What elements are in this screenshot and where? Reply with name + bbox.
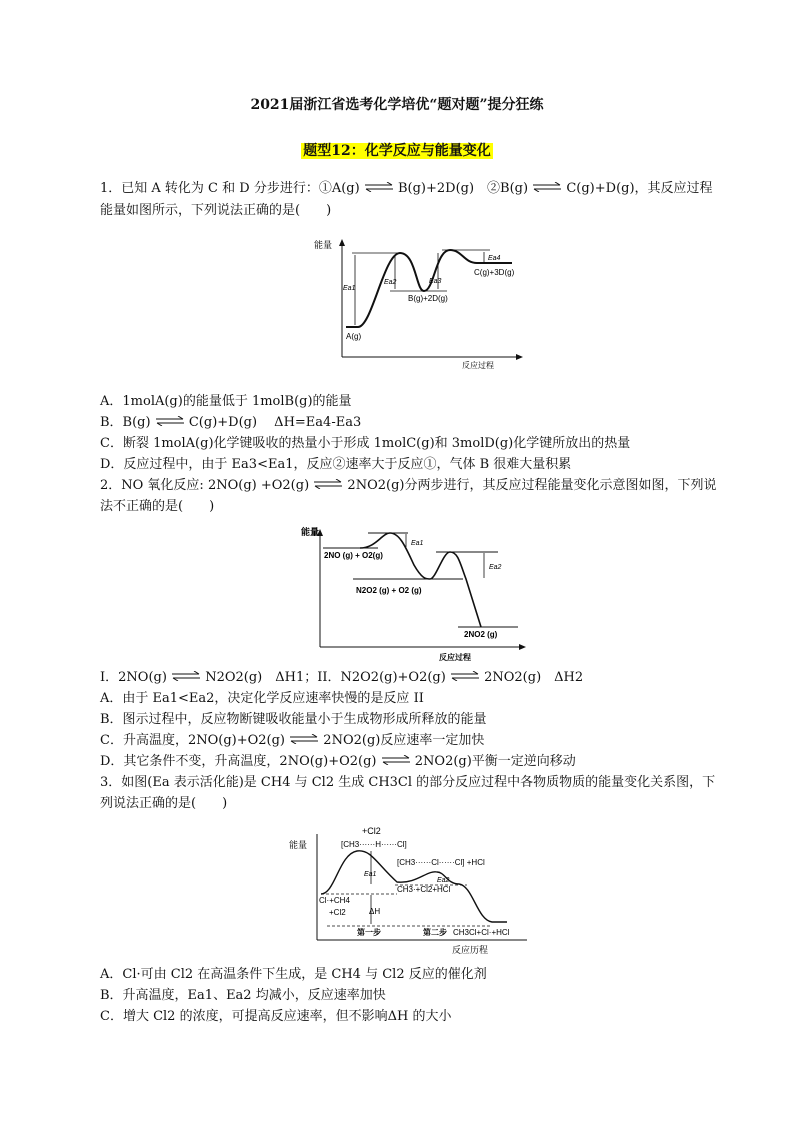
- step1-label: 第一步: [357, 928, 381, 937]
- ea1-label: Ea1: [343, 285, 356, 292]
- q2-rxn-part: N2O2(g) ΔH1；II．N2O2(g)+O2(g): [205, 670, 446, 685]
- species-c-label: C(g)+3D(g): [474, 268, 515, 277]
- y-axis-label: 能量: [314, 240, 333, 250]
- transition-state-1: [CH3······H······Cl]: [341, 840, 407, 849]
- end-label: CH3Cl+Cl·+HCl: [453, 928, 510, 937]
- x-axis-label: 反应历程: [452, 945, 489, 955]
- q3-stem-line1: 3．如图(Ea 表示活化能)是 CH4 与 Cl2 生成 CH3Cl 的部分反应过程中各物质物质的能量变化关系图，下: [100, 775, 716, 790]
- q2-stem-line1: [100, 477, 716, 495]
- ea2-label: Ea2: [437, 877, 450, 884]
- q2-option-b[interactable]: B．图示过程中，反应物断键吸收能量小于生成物形成所释放的能量: [100, 712, 487, 727]
- q1-option-b-part: B．B(g): [100, 415, 151, 430]
- q1-option-d[interactable]: D．反应过程中，由于 Ea3<Ea1，反应②速率大于反应①，气体 B 很难大量积累: [100, 457, 572, 472]
- q3-option-c[interactable]: C．增大 Cl2 的浓度，可提高反应速率，但不影响ΔH 的大小: [100, 1009, 452, 1024]
- ea1-label: Ea1: [364, 871, 377, 878]
- x-axis-arrow: [519, 644, 526, 650]
- q2-option-d-part: D．其它条件不变，升高温度，2NO(g)+O2(g): [100, 754, 377, 769]
- top-cl2-label: +Cl2: [362, 826, 381, 836]
- q1-stem-part: 1．已知 A 转化为 C 和 D 分步进行：①A(g): [100, 181, 360, 196]
- y-axis-arrow: [339, 239, 345, 246]
- species-b-label: B(g)+2D(g): [408, 294, 448, 303]
- intermediate-label: CH3·+Cl2+HCl: [397, 885, 451, 894]
- q2-rxn-part: I．2NO(g): [100, 670, 167, 685]
- q2-energy-diagram: [298, 523, 533, 663]
- q2-option-c-part: 2NO2(g)反应速率一定加快: [323, 733, 485, 748]
- q2-option-c[interactable]: [100, 732, 484, 750]
- level-label-3: 2NO2 (g): [464, 630, 498, 639]
- x-axis-label: 反应过程: [439, 653, 471, 662]
- q2-reactions: [100, 669, 583, 687]
- q1-stem-line2: 能量如图所示，下列说法正确的是( ): [100, 203, 332, 218]
- q1-option-b-part: C(g)+D(g) ΔH=Ea4-Ea3: [188, 415, 362, 430]
- y-axis-label: 能量: [289, 840, 308, 850]
- equilibrium-arrow-icon: [381, 754, 411, 769]
- y-axis-label: 能量: [301, 527, 320, 537]
- level-label-1: 2NO (g) + O2(g): [324, 551, 383, 560]
- q2-rxn-part: 2NO2(g) ΔH2: [484, 670, 584, 685]
- start-label-2: +Cl2: [329, 908, 346, 917]
- ea4-label: Ea4: [488, 255, 501, 262]
- species-a-label: A(g): [346, 332, 362, 341]
- equilibrium-arrow-icon: [171, 670, 201, 685]
- q1-stem-part: B(g)+2D(g) ②B(g): [397, 181, 529, 196]
- q1-option-b[interactable]: [100, 414, 361, 432]
- q2-option-a[interactable]: A．由于 Ea1<Ea2，决定化学反应速率快慢的是反应 II: [100, 691, 424, 706]
- q2-stem-line2: 法不正确的是( ): [100, 499, 215, 514]
- section-title: 题型12：化学反应与能量变化: [303, 143, 491, 159]
- q2-option-c-part: C．升高温度，2NO(g)+O2(g): [100, 733, 286, 748]
- q3-option-b[interactable]: B．升高温度，Ea1、Ea2 均减小，反应速率加快: [100, 988, 386, 1003]
- q1-energy-diagram: [312, 235, 532, 370]
- q3-stem-line2: 列说法正确的是( ): [100, 796, 228, 811]
- q3-option-a[interactable]: A．Cl·可由 Cl2 在高温条件下生成，是 CH4 与 Cl2 反应的催化剂: [100, 967, 487, 982]
- ea2-label: Ea2: [384, 279, 397, 286]
- equilibrium-arrow-icon: [155, 415, 185, 430]
- q2-stem-part: 2NO2(g)分两步进行，其反应过程能量变化示意图如图，下列说: [347, 478, 717, 493]
- equilibrium-arrow-icon: [313, 478, 343, 493]
- transition-state-2: [CH3······Cl······Cl] +HCl: [397, 858, 485, 867]
- ea2-label: Ea2: [489, 564, 502, 571]
- x-axis-label: 反应过程: [462, 361, 494, 370]
- q2-stem-part: 2．NO 氧化反应: 2NO(g) +O2(g): [100, 478, 310, 493]
- q2-option-d[interactable]: [100, 753, 576, 771]
- equilibrium-arrow-icon: [532, 181, 562, 196]
- step2-label: 第二步: [423, 928, 447, 937]
- q1-stem-line1: [100, 180, 713, 198]
- page-title: 2021届浙江省选考化学培优“题对题”提分狂练: [250, 97, 544, 113]
- q1-option-c[interactable]: C．断裂 1molA(g)化学键吸收的热量小于形成 1molC(g)和 3molD(g)化学键所放出的热量: [100, 436, 631, 451]
- equilibrium-arrow-icon: [450, 670, 480, 685]
- equilibrium-arrow-icon: [364, 181, 394, 196]
- energy-curve: [360, 533, 481, 627]
- q2-option-d-part: 2NO2(g)平衡一定逆向移动: [414, 754, 576, 769]
- ea1-label: Ea1: [411, 540, 424, 547]
- q3-energy-diagram: [287, 822, 547, 957]
- ea3-label: Ea3: [429, 278, 442, 285]
- section-title-wrap: [0, 140, 794, 160]
- level-label-2: N2O2 (g) + O2 (g): [356, 586, 422, 595]
- q1-option-a[interactable]: A．1molA(g)的能量低于 1molB(g)的能量: [100, 394, 352, 409]
- x-axis-arrow: [516, 354, 523, 360]
- equilibrium-arrow-icon: [289, 733, 319, 748]
- q1-stem-part: C(g)+D(g)，其反应过程: [566, 181, 713, 196]
- start-label-1: Cl·+CH4: [319, 896, 350, 905]
- dh-label: ΔH: [369, 907, 381, 916]
